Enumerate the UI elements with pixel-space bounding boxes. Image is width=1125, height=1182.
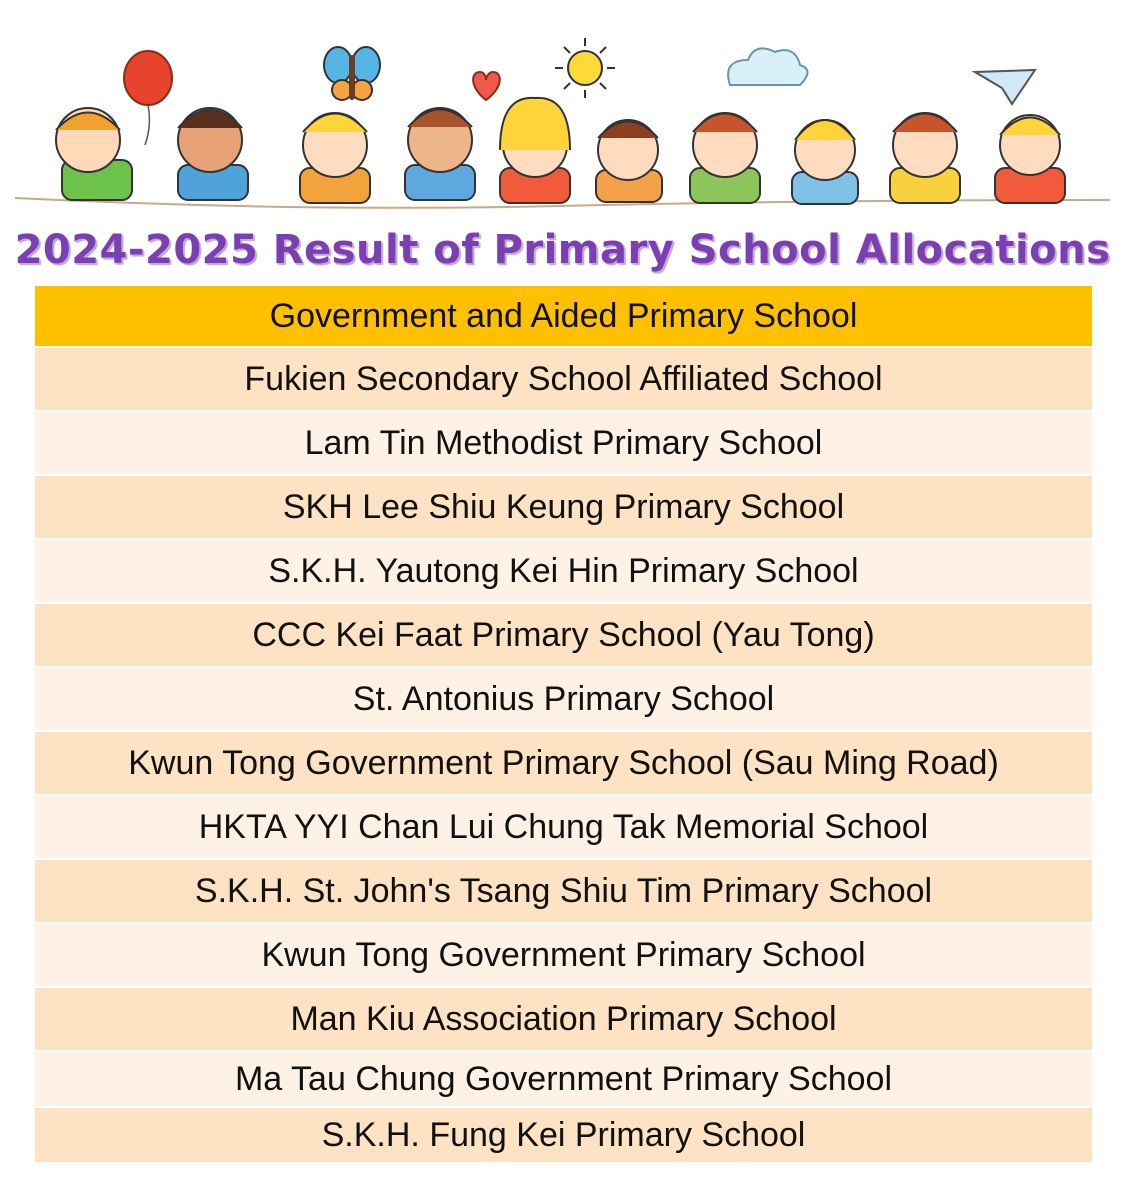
table-row: [35, 1052, 1092, 1108]
child-10: [995, 115, 1065, 203]
child-4: [405, 108, 475, 200]
child-2: [178, 108, 248, 200]
school-name: Ma Tau Chung Government Primary School: [35, 1052, 1092, 1108]
table-row: [35, 732, 1092, 796]
child-6: [596, 120, 662, 202]
table-row: [35, 1108, 1092, 1164]
child-1: [56, 108, 132, 200]
school-name: Kwun Tong Government Primary School (Sau Ming Road): [35, 732, 1092, 796]
child-3: [300, 113, 370, 203]
table-row: [35, 604, 1092, 668]
child-9: [890, 113, 960, 203]
table-row: [35, 988, 1092, 1052]
table-row: [35, 348, 1092, 412]
school-name: CCC Kei Faat Primary School (Yau Tong): [35, 604, 1092, 668]
paper-plane-icon: [975, 70, 1035, 104]
child-7: [690, 113, 760, 203]
table-header-row: [35, 286, 1092, 348]
child-5: [500, 98, 570, 203]
school-name: HKTA YYI Chan Lui Chung Tak Memorial School: [35, 796, 1092, 860]
table-row: [35, 668, 1092, 732]
school-name: SKH Lee Shiu Keung Primary School: [35, 476, 1092, 540]
table-header-cell: Government and Aided Primary School: [35, 286, 1092, 348]
table-row: [35, 924, 1092, 988]
table-row: [35, 860, 1092, 924]
school-name: S.K.H. St. John's Tsang Shiu Tim Primary School: [35, 860, 1092, 924]
table-row: [35, 412, 1092, 476]
school-name: Fukien Secondary School Affiliated School: [35, 348, 1092, 412]
sun-icon: [555, 38, 615, 98]
school-name: Lam Tin Methodist Primary School: [35, 412, 1092, 476]
heart-icon: [473, 72, 500, 100]
page-title: 2024-2025 Result of Primary School Allocations: [14, 227, 1111, 273]
school-name: S.K.H. Yautong Kei Hin Primary School: [35, 540, 1092, 604]
butterfly-icon: [324, 47, 380, 100]
school-allocation-table: [35, 286, 1092, 1164]
table-row: [35, 796, 1092, 860]
school-name: St. Antonius Primary School: [35, 668, 1092, 732]
school-name: Man Kiu Association Primary School: [35, 988, 1092, 1052]
school-name: Kwun Tong Government Primary School: [35, 924, 1092, 988]
balloon-icon: [124, 51, 172, 145]
table-row: [35, 540, 1092, 604]
school-name: S.K.H. Fung Kei Primary School: [35, 1108, 1092, 1164]
table-row: [35, 476, 1092, 540]
cloud-icon: [728, 48, 807, 85]
child-8: [792, 120, 858, 204]
children-banner-illustration: [0, 0, 1125, 230]
